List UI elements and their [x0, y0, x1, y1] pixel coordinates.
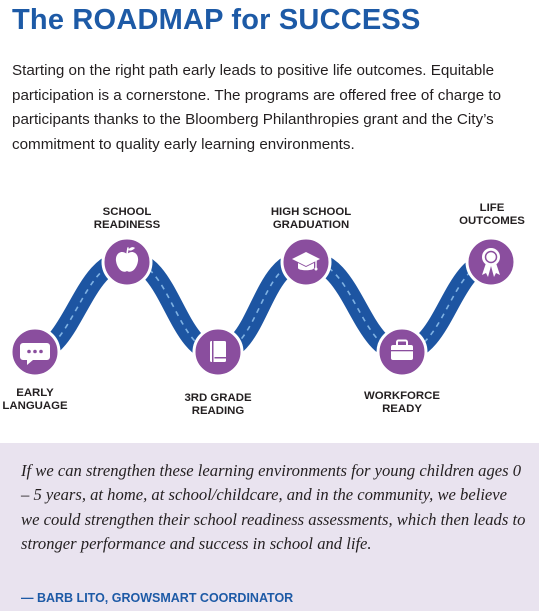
milestone-label-line: EARLY [16, 387, 54, 399]
milestone-label-line: SCHOOL [102, 206, 152, 218]
book-icon [210, 341, 226, 362]
page-title: The ROADMAP for SUCCESS [12, 4, 421, 36]
milestone-label-line: HIGH SCHOOL [270, 206, 352, 218]
milestone-label-line: READY [382, 403, 422, 415]
milestone-label-line: 3RD GRADE [184, 392, 252, 404]
milestone-label-line: GRADUATION [272, 219, 350, 231]
roadmap-graphic [0, 190, 539, 440]
quote-text: If we can strengthen these learning environments for young children ages 0 – 5 years, at home, at school/childcare, and in the community, we believe we could strengthen their school readiness assessments, which then leads to stronger performance and success in school and life. [21, 461, 526, 554]
milestone-label-line: OUTCOMES [459, 215, 525, 227]
intro-paragraph: Starting on the right path early leads to positive life outcomes. Equitable participation is a cornerstone. The programs are offered free of charge to participants thanks to the Bloomberg Philanthropies grant and the City’s commitment to quality early learning environments. [12, 62, 502, 153]
quote-box [0, 443, 539, 611]
milestone-label-line: READING [191, 405, 245, 417]
milestone-label-line: WORKFORCE [364, 390, 440, 402]
milestone-label-line: READINESS [93, 219, 161, 231]
milestone-label-line: LIFE [479, 202, 505, 214]
milestone-life-outcomes [459, 202, 525, 286]
milestone-label-line: LANGUAGE [2, 400, 68, 412]
quote-attribution: — BARB LITO, GROWSMART COORDINATOR [21, 591, 294, 605]
